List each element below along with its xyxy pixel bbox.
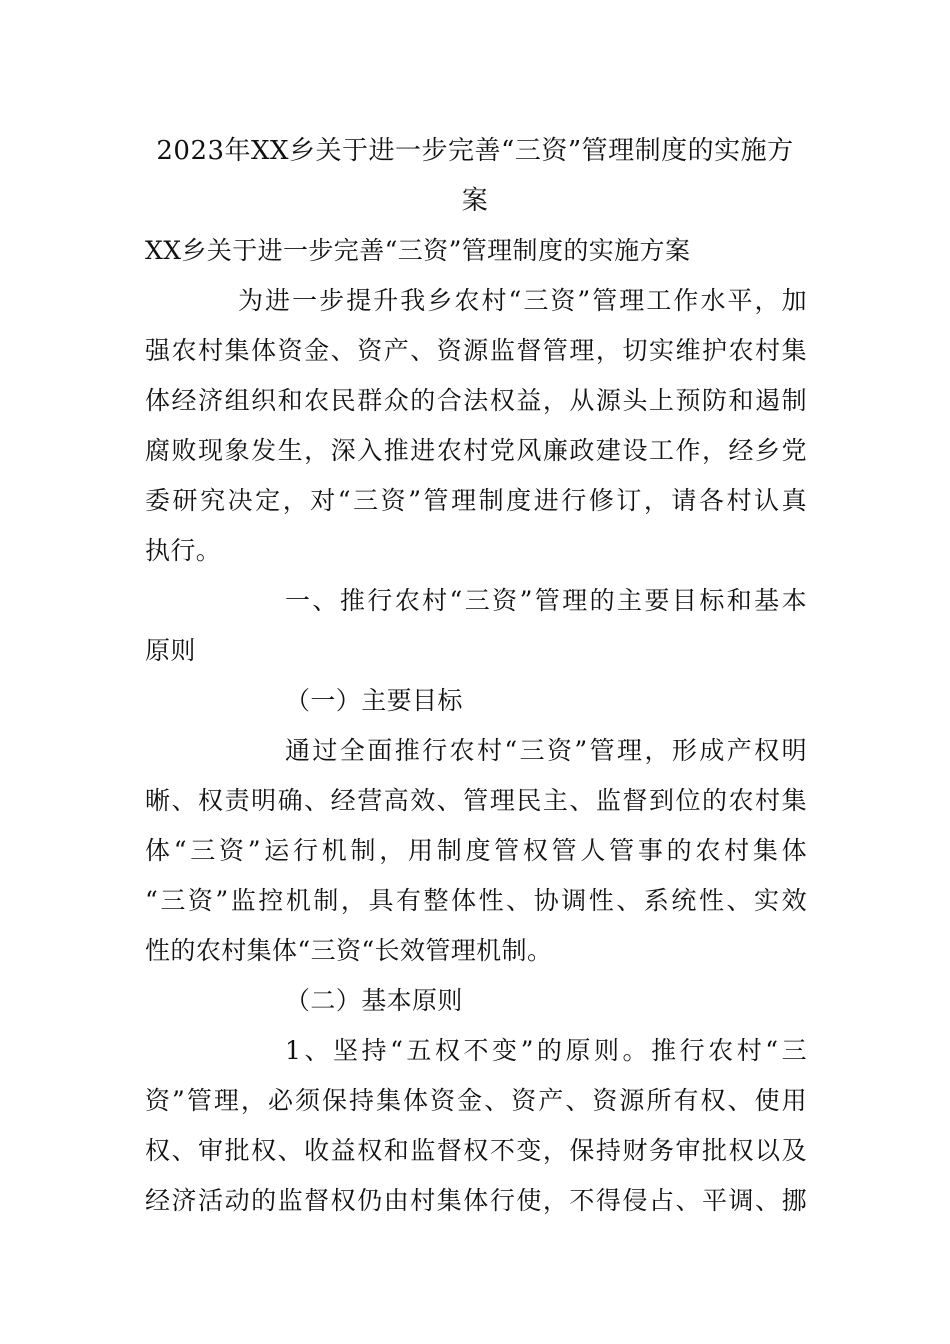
document-title-line-2: 案 — [461, 186, 489, 216]
subsection-heading: （一）主要目标 — [285, 686, 463, 715]
subsection-heading: （二）基本原则 — [285, 986, 463, 1015]
subsection-body-line: 通过全面推行农村“三资”管理，形成产权明 — [285, 736, 807, 765]
principle-line: 1、坚持“五权不变”的原则。推行农村“三 — [285, 1036, 807, 1065]
intro-paragraph-line: 委研究决定，对“三资”管理制度进行修订，请各村认真 — [145, 486, 807, 515]
document-title-line-1: 2023年XX乡关于进一步完善“三资”管理制度的实施方 — [156, 136, 794, 166]
intro-paragraph-line: 执行。 — [145, 536, 222, 565]
subsection-body-line: 性的农村集体“三资“长效管理机制。 — [145, 936, 553, 965]
principle-line: 经济活动的监督权仍由村集体行使，不得侵占、平调、挪 — [145, 1186, 807, 1215]
principle-line: 资”管理，必须保持集体资金、资产、资源所有权、使用 — [145, 1086, 807, 1115]
subsection-body-line: “三资”监控机制，具有整体性、协调性、系统性、实效 — [145, 886, 807, 915]
intro-paragraph-line: 为进一步提升我乡农村“三资”管理工作水平，加 — [238, 286, 807, 315]
subsection-body-line: 晰、权责明确、经营高效、管理民主、监督到位的农村集 — [145, 786, 807, 815]
intro-paragraph-line: 强农村集体资金、资产、资源监督管理，切实维护农村集 — [145, 336, 807, 365]
intro-paragraph-line: 体经济组织和农民群众的合法权益，从源头上预防和遏制 — [145, 386, 807, 415]
section-heading: 原则 — [145, 636, 196, 665]
subsection-body-line: 体“三资”运行机制，用制度管权管人管事的农村集体 — [145, 836, 807, 865]
intro-paragraph-line: 腐败现象发生，深入推进农村党风廉政建设工作，经乡党 — [145, 436, 807, 465]
section-heading: 一、推行农村“三资”管理的主要目标和基本 — [285, 586, 807, 615]
principle-line: 权、审批权、收益权和监督权不变，保持财务审批权以及 — [145, 1136, 807, 1165]
document-subtitle: XX乡关于进一步完善“三资”管理制度的实施方案 — [145, 236, 691, 265]
